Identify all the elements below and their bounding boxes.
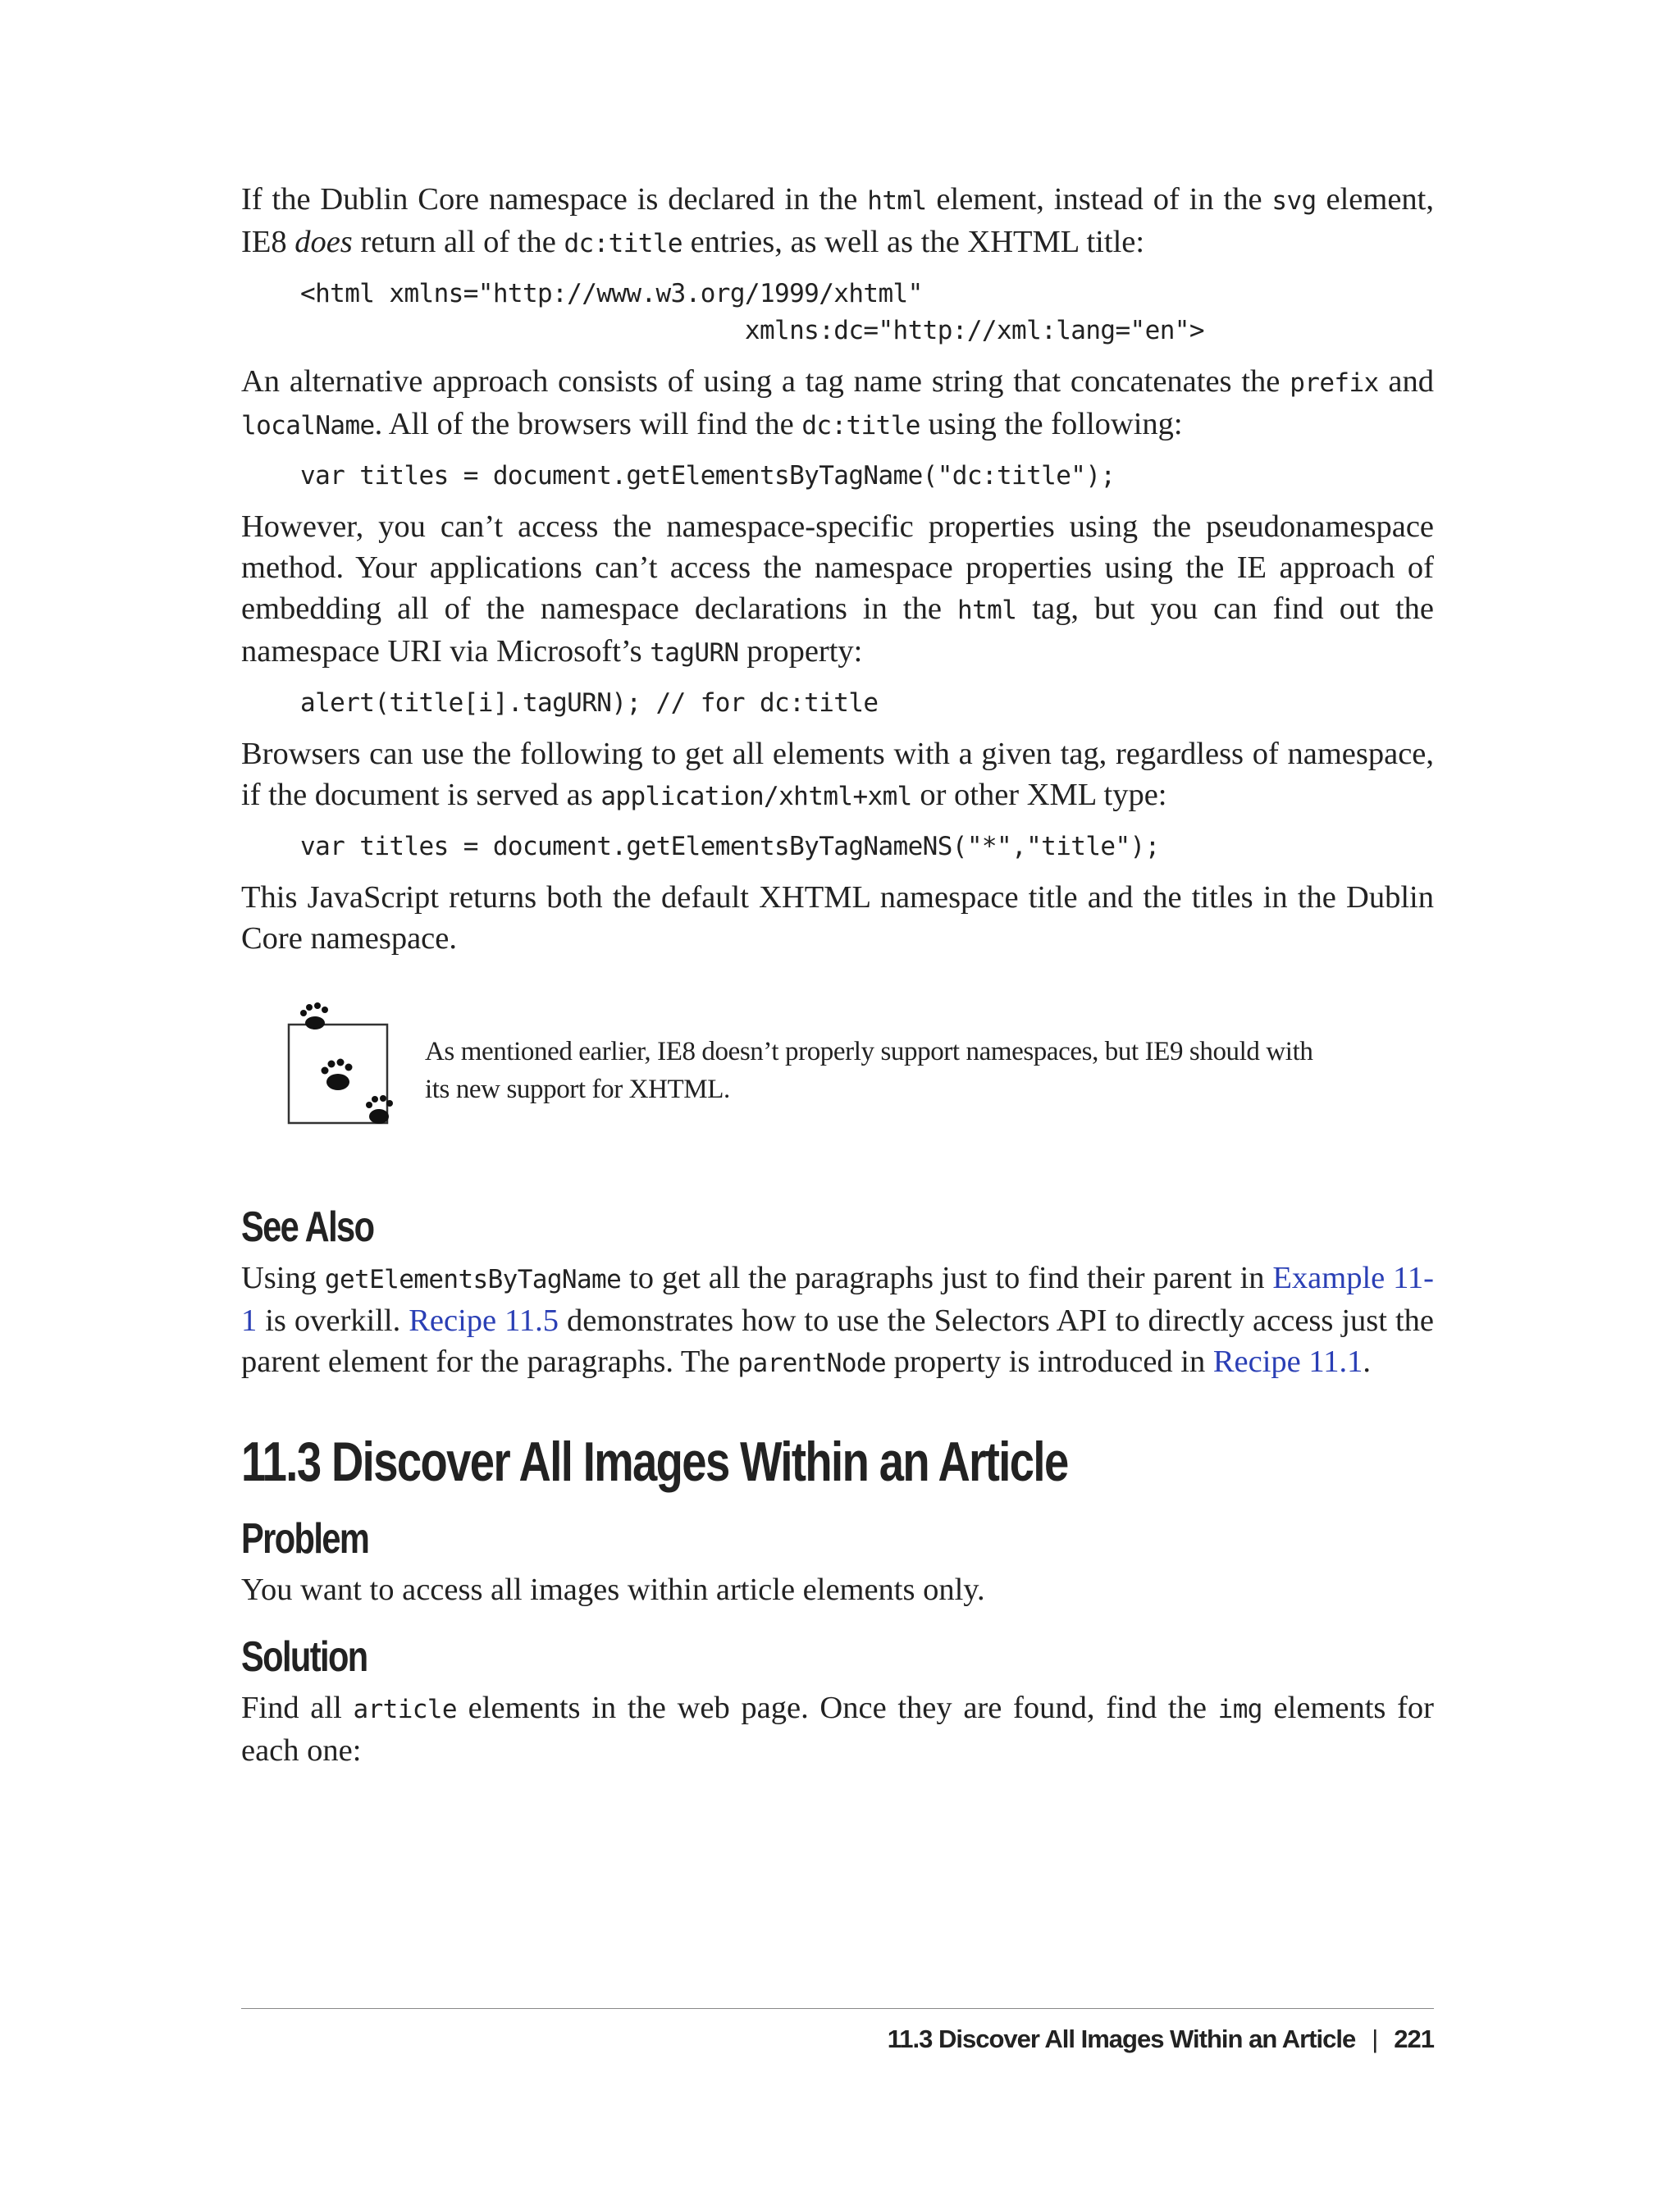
paw-prints-note-icon (282, 1000, 413, 1148)
paragraph-alternative-approach: An alternative approach consists of using a tag name string that concatenates the prefix and localName. All of the browsers will find the dc:title using the following: (241, 364, 1434, 441)
code-block-get-elements: var titles = document.getElementsByTagName("dc:title"); (300, 461, 1116, 491)
paragraph-dublin-core: If the Dublin Core namespace is declared in the html element, instead of in the svg element, IE8 does return all of the dc:title entries, as well as the XHTML title: (241, 182, 1434, 259)
paragraph-see-also: Using getElementsByTagName to get all the paragraphs just to find their parent in Example 11-1 is overkill. Recipe 11.5 demonstrates how to use the Selectors API to directly access just the parent element for the paragraphs. The parentNode property is introduced in Recipe 11.1. (241, 1261, 1435, 1379)
heading-see-also: See Also (241, 1203, 374, 1251)
code-block-tag-urn: alert(title[i].tagURN); // for dc:title (300, 688, 879, 718)
paragraph-solution: Find all article elements in the web page. Once they are found, find the img elements for each one: (241, 1691, 1434, 1768)
note-box (241, 1000, 1434, 1172)
paragraph-problem: You want to access all images within article elements only. (241, 1573, 985, 1607)
page-footer (241, 2023, 1434, 2056)
link-recipe-11-1[interactable]: Recipe 11.1 (1212, 1344, 1363, 1379)
code-block-html-namespace: <html xmlns="http://www.w3.org/1999/xhtml" xmlns:dc="http://xml:lang="en"> (300, 279, 1204, 345)
code-html: html (867, 186, 927, 216)
code-svg: svg (1271, 186, 1317, 216)
page-content (241, 179, 1434, 1771)
section-title: 11.3 Discover All Images Within an Article (241, 1431, 1068, 1493)
footer-rule (241, 2008, 1434, 2009)
heading-solution: Solution (241, 1633, 368, 1681)
paragraph-javascript-returns: This JavaScript returns both the default XHTML namespace title and the titles in the Dublin Core namespace. (241, 880, 1434, 956)
paragraph-pseudonamespace: However, you can’t access the namespace-specific properties using the pseudonamespace method. Your applications can’t access the namespace properties using the IE approach of embedding all of the namespace declarations in the html tag, but you can find out the namespace URI via Microsoft’s tagURN property: (241, 509, 1434, 669)
heading-problem: Problem (241, 1515, 369, 1563)
paragraph-browsers-ns: Browsers can use the following to get all elements with a given tag, regardless of namespace, if the document is served as application/xhtml+xml or other XML type: (241, 737, 1434, 812)
note-text: As mentioned earlier, IE8 doesn’t properly support namespaces, but IE9 should with its new support for XHTML. (425, 1037, 1313, 1104)
link-example-11-1[interactable]: Example 11-1 (241, 1261, 1435, 1338)
page-number: 221 (1394, 2025, 1434, 2053)
code-block-get-elements-ns: var titles = document.getElementsByTagNameNS("*","title"); (300, 832, 1160, 861)
code-dc-title: dc:title (564, 229, 682, 258)
running-title: 11.3 Discover All Images Within an Article (887, 2025, 1356, 2053)
footer-separator: | (1372, 2025, 1378, 2053)
link-recipe-11-5[interactable]: Recipe 11.5 (409, 1303, 559, 1338)
